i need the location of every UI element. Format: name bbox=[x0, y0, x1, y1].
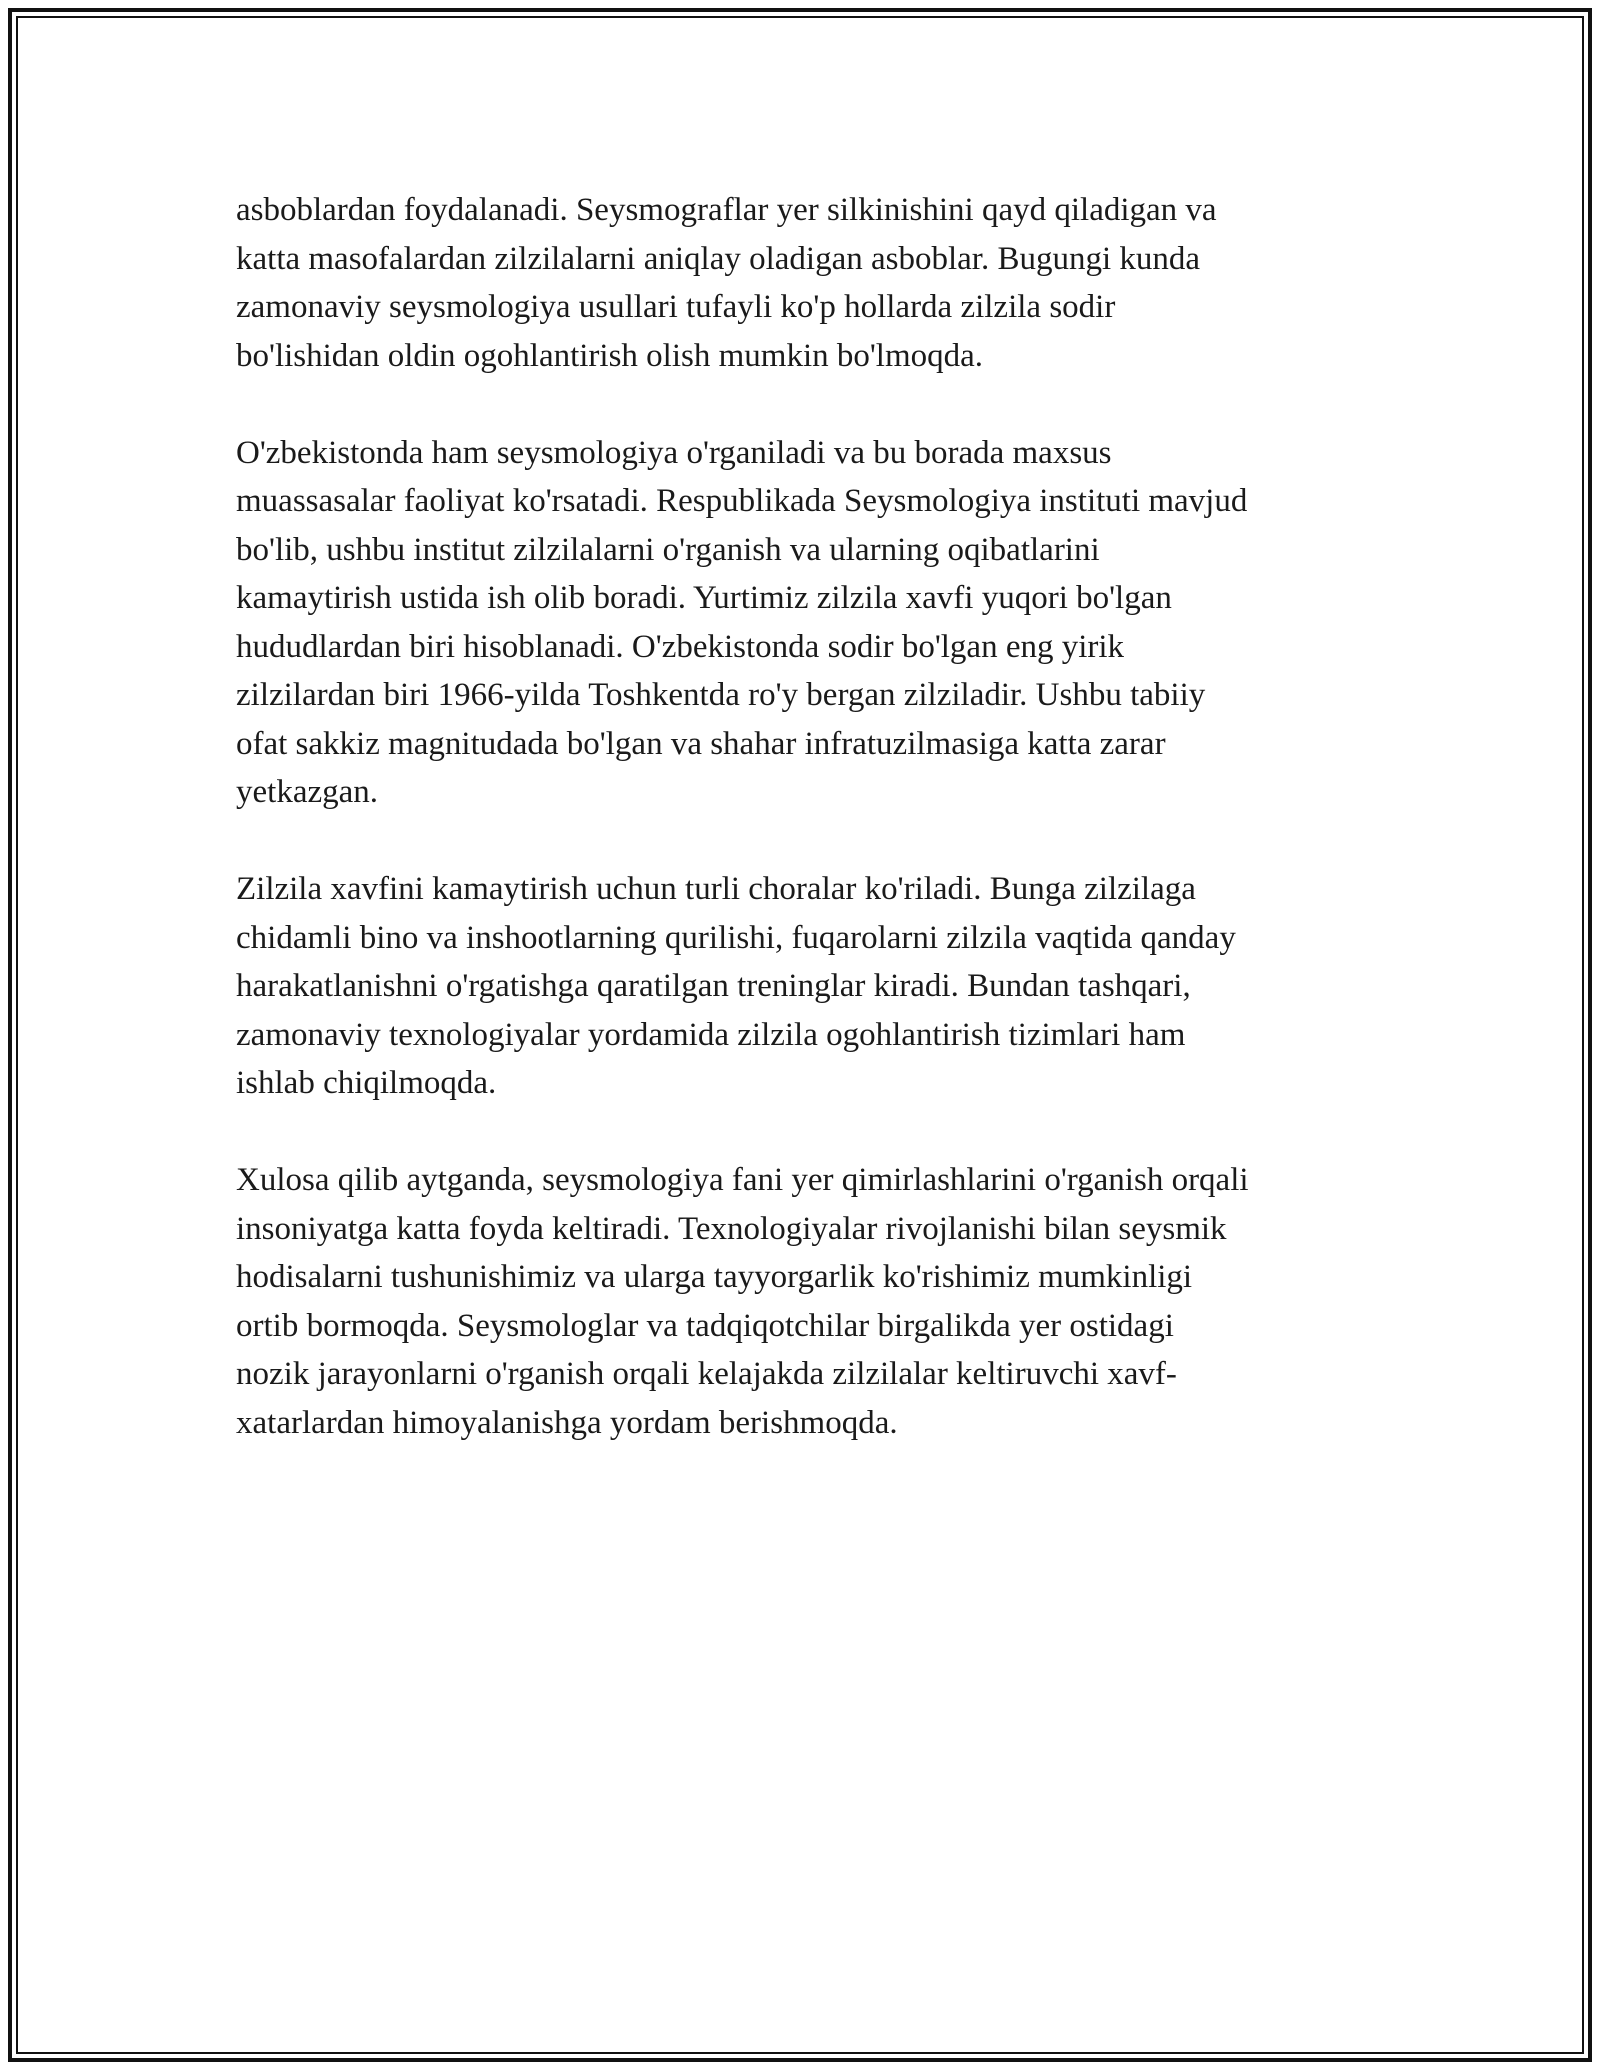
text-line: xatarlardan himoyalanishga yordam berishmoqda. bbox=[236, 1404, 898, 1441]
text-line: zamonaviy seysmologiya usullari tufayli ko'p hollarda zilzila sodir bbox=[236, 289, 1116, 325]
text-line: harakatlanishni o'rgatishga qaratilgan treninglar kiradi. Bundan tashqari, bbox=[236, 968, 1191, 1004]
paragraph-4 bbox=[236, 1156, 1386, 1447]
text-line: kamaytirish ustida ish olib boradi. Yurtimiz zilzila xavfi yuqori bo'lgan bbox=[236, 580, 1172, 616]
text-line: chidamli bino va inshootlarning qurilishi, fuqarolarni zilzila vaqtida qanday bbox=[236, 919, 1236, 956]
text-line: O'zbekistonda ham seysmologiya o'rganiladi va bu borada maxsus bbox=[236, 434, 1112, 471]
text-line: bo'lishidan oldin ogohlantirish olish mumkin bo'lmoqda. bbox=[236, 337, 984, 374]
text-line: katta masofalardan zilzilalarni aniqlay oladigan asboblar. Bugungi kunda bbox=[236, 240, 1201, 277]
text-line: Zilzila xavfini kamaytirish uchun turli choralar ko'riladi. Bunga zilzilaga bbox=[236, 871, 1196, 907]
paragraph-1 bbox=[236, 186, 1386, 380]
text-line: yetkazgan. bbox=[236, 774, 379, 810]
text-line: hodisalarni tushunishimiz va ularga tayyorgarlik ko'rishimiz mumkinligi bbox=[236, 1259, 1193, 1295]
text-line: zilzilardan biri 1966-yilda Toshkentda ro'y bergan zilziladir. Ushbu tabiiy bbox=[236, 677, 1206, 713]
text-line: ishlab chiqilmoqda. bbox=[236, 1065, 497, 1101]
text-line: hududlardan biri hisoblanadi. O'zbekistonda sodir bo'lgan eng yirik bbox=[236, 628, 1125, 665]
text-line: Xulosa qilib aytganda, seysmologiya fani yer qimirlashlarini o'rganish orqali bbox=[236, 1162, 1249, 1198]
text-line: bo'lib, ushbu institut zilzilalarni o'rganish va ularning oqibatlarini bbox=[236, 531, 1100, 568]
text-line: muassasalar faoliyat ko'rsatadi. Respublikada Seysmologiya instituti mavjud bbox=[236, 483, 1248, 519]
text-line: insoniyatga katta foyda keltiradi. Texnologiyalar rivojlanishi bilan seysmik bbox=[236, 1210, 1227, 1247]
text-line: ofat sakkiz magnitudada bo'lgan va shahar infratuzilmasiga katta zarar bbox=[236, 725, 1166, 762]
text-line: asboblardan foydalanadi. Seysmograflar yer silkinishini qayd qiladigan va bbox=[236, 192, 1217, 228]
text-line: zamonaviy texnologiyalar yordamida zilzila ogohlantirish tizimlari ham bbox=[236, 1016, 1186, 1053]
paragraph-3 bbox=[236, 865, 1386, 1108]
paragraph-2 bbox=[236, 429, 1386, 817]
text-line: ortib bormoqda. Seysmologlar va tadqiqotchilar birgalikda yer ostidagi bbox=[236, 1307, 1174, 1344]
text-line: nozik jarayonlarni o'rganish orqali kelajakda zilzilalar keltiruvchi xavf- bbox=[236, 1356, 1177, 1392]
document-body bbox=[236, 186, 1386, 1496]
